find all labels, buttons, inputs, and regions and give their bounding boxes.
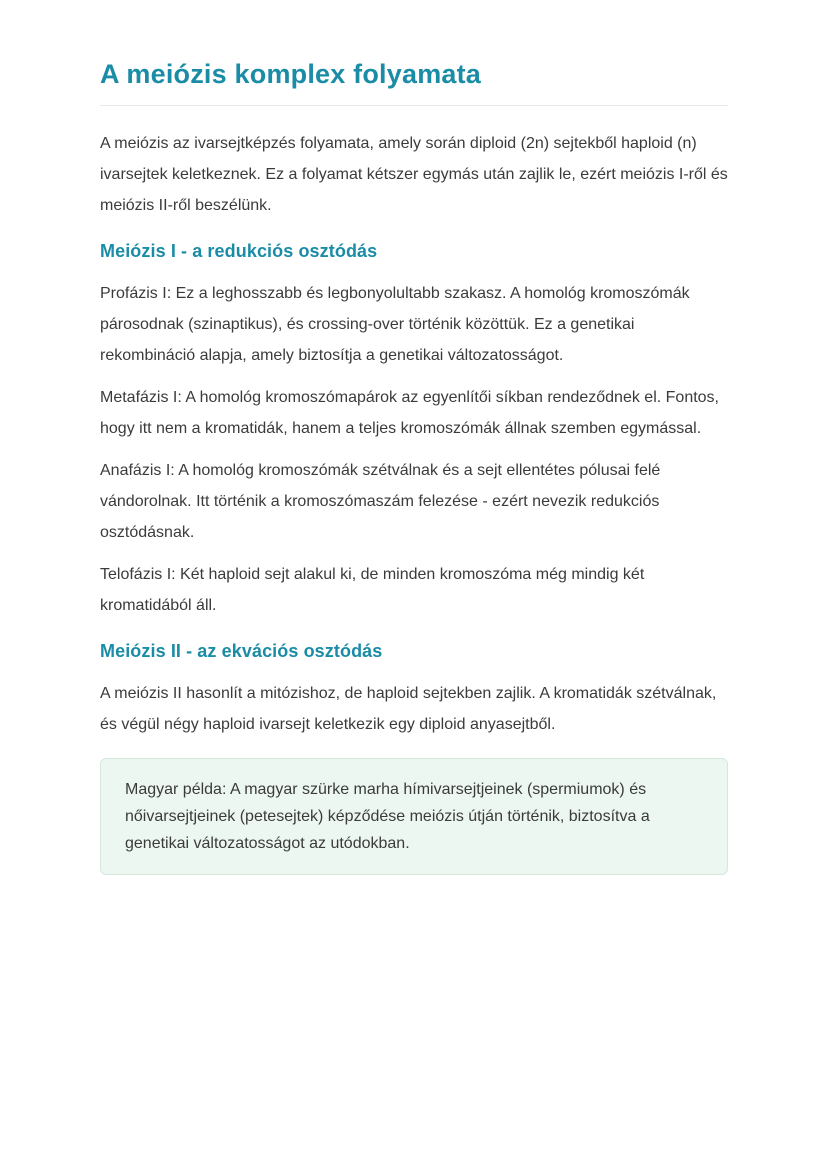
example-box-text: Magyar példa: A magyar szürke marha hímivarsejtjeinek (spermiumok) és nőivarsejtjeinek (petesejtek) képződése meiózis útján történik, biztosítva a genetikai változatosságot az utódokban. <box>125 781 650 852</box>
paragraph-telofazis-1: Telofázis I: Két haploid sejt alakul ki, de minden kromoszóma még mindig két kromatidából áll. <box>100 566 645 614</box>
intro-paragraph: A meiózis az ivarsejtképzés folyamata, amely során diploid (2n) sejtekből haploid (n) ivarsejtek keletkeznek. Ez a folyamat kétszer egymás után zajlik le, ezért meiózis I-ről és meiózis II-ről beszélünk. <box>100 135 728 214</box>
example-box <box>100 758 728 875</box>
section-heading-meiozis-2: Meiózis II - az ekvációs osztódás <box>100 641 383 661</box>
paragraph-meiozis-2: A meiózis II hasonlít a mitózishoz, de haploid sejtekben zajlik. A kromatidák szétválnak, és végül négy haploid ivarsejt keletkezik egy diploid anyasejtből. <box>100 685 717 733</box>
section-heading-meiozis-1: Meiózis I - a redukciós osztódás <box>100 241 378 261</box>
paragraph-metafazis-1: Metafázis I: A homológ kromoszómapárok az egyenlítői síkban rendeződnek el. Fontos, hogy itt nem a kromatidák, hanem a teljes kromoszómák állnak szemben egymással. <box>100 389 719 437</box>
paragraph-profazis-1: Profázis I: Ez a leghosszabb és legbonyolultabb szakasz. A homológ kromoszómák párosodnak (szinaptikus), és crossing-over történik közöttük. Ez a genetikai rekombináció alapja, amely biztosítja a genetikai változatosságot. <box>100 285 690 364</box>
paragraph-anafazis-1: Anafázis I: A homológ kromoszómák szétválnak és a sejt ellentétes pólusai felé vándorolnak. Itt történik a kromoszómaszám felezése - ezért nevezik redukciós osztódásnak. <box>100 462 661 541</box>
page-title: A meiózis komplex folyamata <box>100 56 728 106</box>
